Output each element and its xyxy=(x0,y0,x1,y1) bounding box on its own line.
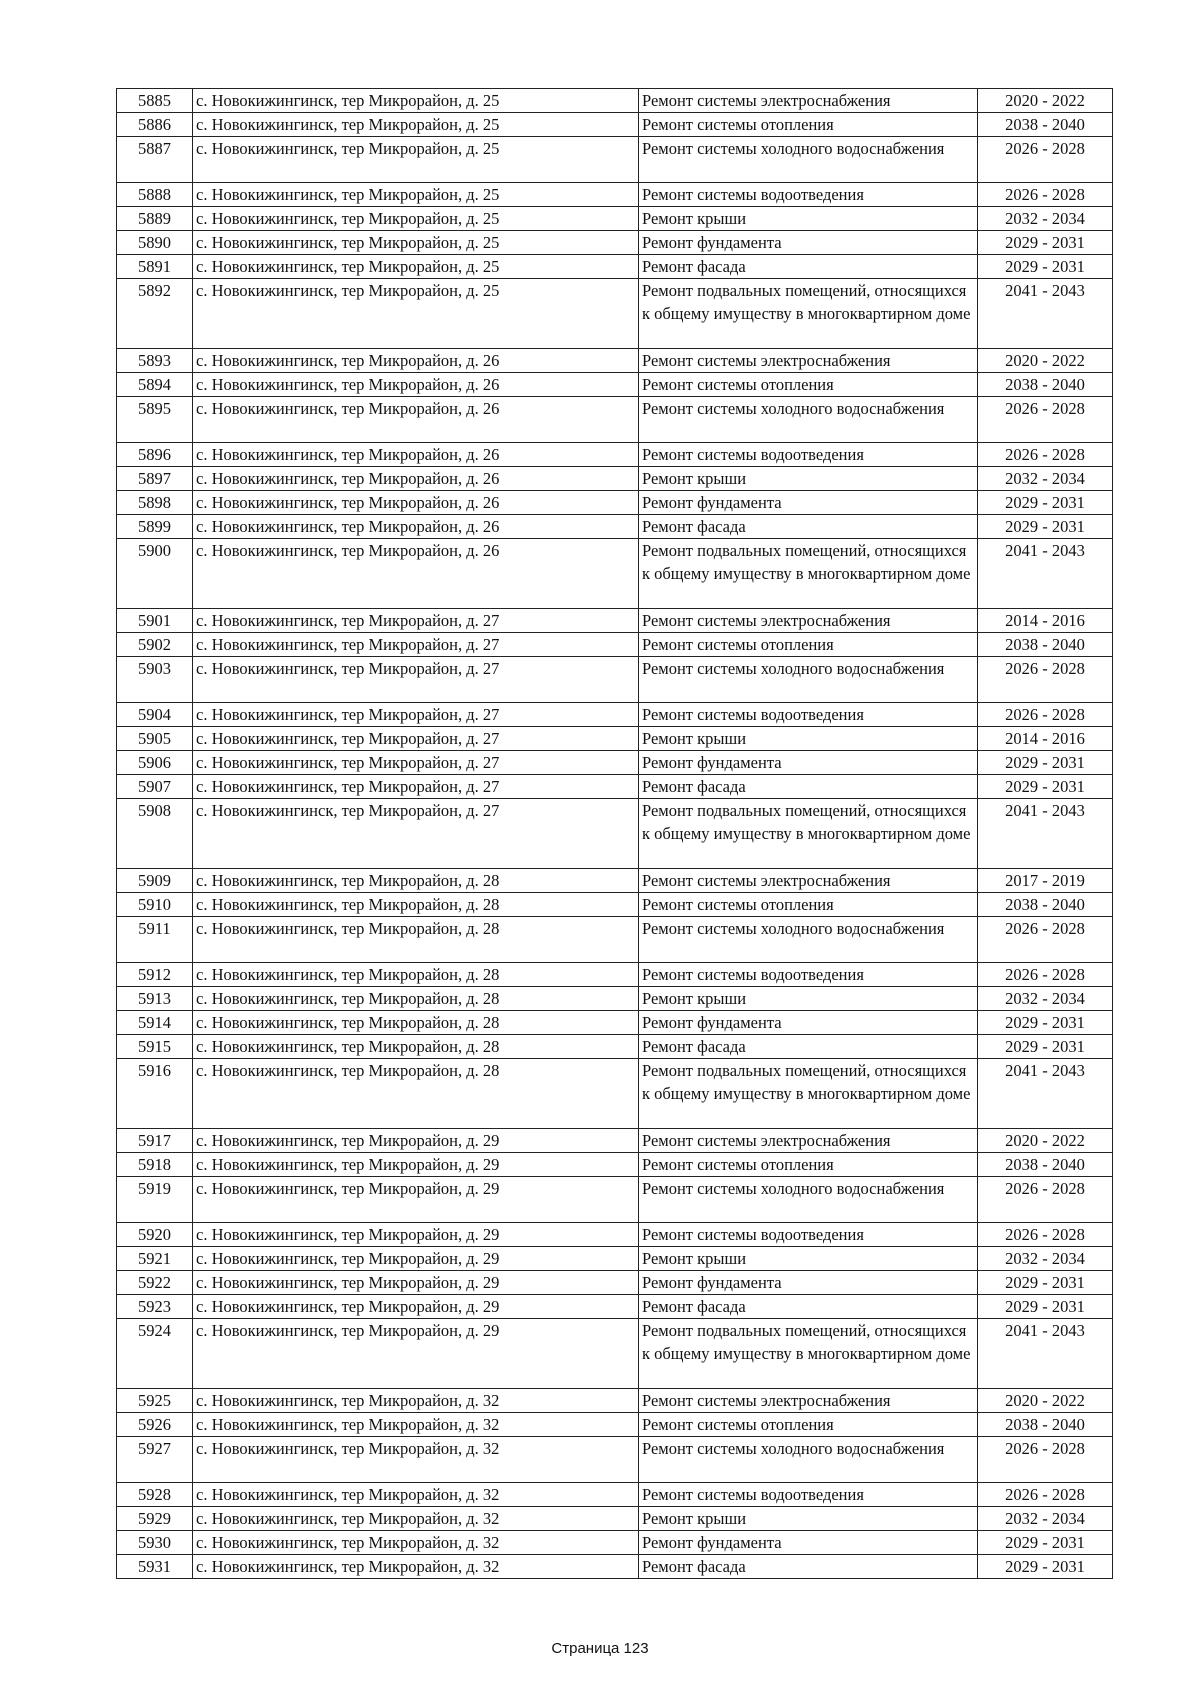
row-work-type: Ремонт системы электроснабжения xyxy=(639,349,978,373)
table-row xyxy=(117,1437,1113,1483)
row-address: с. Новокижингинск, тер Микрорайон, д. 28 xyxy=(193,893,639,917)
table-row xyxy=(117,467,1113,491)
table-row xyxy=(117,491,1113,515)
row-work-type: Ремонт крыши xyxy=(639,1247,978,1271)
row-period: 2026 - 2028 xyxy=(978,1437,1113,1483)
row-period: 2020 - 2022 xyxy=(978,1389,1113,1413)
row-number: 5896 xyxy=(117,443,193,467)
row-address: с. Новокижингинск, тер Микрорайон, д. 29 xyxy=(193,1295,639,1319)
table-row xyxy=(117,727,1113,751)
row-number: 5897 xyxy=(117,467,193,491)
row-work-type: Ремонт фундамента xyxy=(639,751,978,775)
row-work-type: Ремонт фасада xyxy=(639,775,978,799)
table-row xyxy=(117,703,1113,727)
row-period: 2020 - 2022 xyxy=(978,89,1113,113)
row-address: с. Новокижингинск, тер Микрорайон, д. 29 xyxy=(193,1177,639,1223)
row-work-type: Ремонт крыши xyxy=(639,987,978,1011)
row-period: 2029 - 2031 xyxy=(978,775,1113,799)
row-number: 5906 xyxy=(117,751,193,775)
table-row xyxy=(117,349,1113,373)
row-number: 5894 xyxy=(117,373,193,397)
table-row xyxy=(117,633,1113,657)
table-row xyxy=(117,373,1113,397)
row-period: 2038 - 2040 xyxy=(978,1413,1113,1437)
row-period: 2041 - 2043 xyxy=(978,539,1113,609)
row-address: с. Новокижингинск, тер Микрорайон, д. 28 xyxy=(193,1011,639,1035)
table-row xyxy=(117,917,1113,963)
row-period: 2020 - 2022 xyxy=(978,1129,1113,1153)
table-row xyxy=(117,137,1113,183)
row-period: 2041 - 2043 xyxy=(978,279,1113,349)
row-period: 2014 - 2016 xyxy=(978,609,1113,633)
row-address: с. Новокижингинск, тер Микрорайон, д. 29 xyxy=(193,1247,639,1271)
row-work-type: Ремонт системы холодного водоснабжения xyxy=(639,397,978,443)
row-work-type: Ремонт крыши xyxy=(639,207,978,231)
row-number: 5916 xyxy=(117,1059,193,1129)
table-row xyxy=(117,1011,1113,1035)
row-number: 5913 xyxy=(117,987,193,1011)
row-number: 5926 xyxy=(117,1413,193,1437)
row-period: 2029 - 2031 xyxy=(978,1035,1113,1059)
row-address: с. Новокижингинск, тер Микрорайон, д. 32 xyxy=(193,1389,639,1413)
row-number: 5885 xyxy=(117,89,193,113)
row-period: 2029 - 2031 xyxy=(978,255,1113,279)
row-work-type: Ремонт системы электроснабжения xyxy=(639,89,978,113)
table-row xyxy=(117,799,1113,869)
row-number: 5929 xyxy=(117,1507,193,1531)
row-number: 5893 xyxy=(117,349,193,373)
row-address: с. Новокижингинск, тер Микрорайон, д. 26 xyxy=(193,349,639,373)
row-period: 2038 - 2040 xyxy=(978,633,1113,657)
row-period: 2041 - 2043 xyxy=(978,1059,1113,1129)
row-work-type: Ремонт системы электроснабжения xyxy=(639,869,978,893)
table-row xyxy=(117,397,1113,443)
table-row xyxy=(117,279,1113,349)
row-work-type: Ремонт системы отопления xyxy=(639,1413,978,1437)
row-period: 2026 - 2028 xyxy=(978,183,1113,207)
row-address: с. Новокижингинск, тер Микрорайон, д. 25 xyxy=(193,207,639,231)
row-period: 2032 - 2034 xyxy=(978,207,1113,231)
row-address: с. Новокижингинск, тер Микрорайон, д. 27 xyxy=(193,775,639,799)
table-row xyxy=(117,1295,1113,1319)
row-work-type: Ремонт фундамента xyxy=(639,231,978,255)
row-address: с. Новокижингинск, тер Микрорайон, д. 27 xyxy=(193,657,639,703)
row-work-type: Ремонт фундамента xyxy=(639,1531,978,1555)
row-work-type: Ремонт системы электроснабжения xyxy=(639,1129,978,1153)
row-work-type: Ремонт фасада xyxy=(639,255,978,279)
row-number: 5922 xyxy=(117,1271,193,1295)
row-work-type: Ремонт подвальных помещений, относящихся к общему имуществу в многоквартирном доме xyxy=(639,279,978,349)
table-row xyxy=(117,207,1113,231)
row-address: с. Новокижингинск, тер Микрорайон, д. 25 xyxy=(193,231,639,255)
row-address: с. Новокижингинск, тер Микрорайон, д. 28 xyxy=(193,917,639,963)
row-work-type: Ремонт системы холодного водоснабжения xyxy=(639,1437,978,1483)
table-row xyxy=(117,869,1113,893)
row-period: 2026 - 2028 xyxy=(978,1223,1113,1247)
table-row xyxy=(117,539,1113,609)
table-row xyxy=(117,515,1113,539)
row-work-type: Ремонт фасада xyxy=(639,1035,978,1059)
row-period: 2032 - 2034 xyxy=(978,1247,1113,1271)
row-period: 2026 - 2028 xyxy=(978,657,1113,703)
row-address: с. Новокижингинск, тер Микрорайон, д. 26 xyxy=(193,397,639,443)
row-work-type: Ремонт крыши xyxy=(639,467,978,491)
table-row xyxy=(117,1177,1113,1223)
row-period: 2038 - 2040 xyxy=(978,373,1113,397)
row-address: с. Новокижингинск, тер Микрорайон, д. 32 xyxy=(193,1555,639,1579)
row-period: 2026 - 2028 xyxy=(978,703,1113,727)
row-number: 5903 xyxy=(117,657,193,703)
table-row xyxy=(117,963,1113,987)
row-period: 2032 - 2034 xyxy=(978,467,1113,491)
row-period: 2032 - 2034 xyxy=(978,987,1113,1011)
row-period: 2026 - 2028 xyxy=(978,917,1113,963)
row-work-type: Ремонт крыши xyxy=(639,1507,978,1531)
row-number: 5886 xyxy=(117,113,193,137)
table-row xyxy=(117,775,1113,799)
row-period: 2026 - 2028 xyxy=(978,1177,1113,1223)
row-address: с. Новокижингинск, тер Микрорайон, д. 29 xyxy=(193,1223,639,1247)
row-address: с. Новокижингинск, тер Микрорайон, д. 32 xyxy=(193,1413,639,1437)
row-work-type: Ремонт подвальных помещений, относящихся к общему имуществу в многоквартирном доме xyxy=(639,1319,978,1389)
row-number: 5927 xyxy=(117,1437,193,1483)
row-period: 2038 - 2040 xyxy=(978,1153,1113,1177)
row-address: с. Новокижингинск, тер Микрорайон, д. 27 xyxy=(193,751,639,775)
row-address: с. Новокижингинск, тер Микрорайон, д. 28 xyxy=(193,1035,639,1059)
row-address: с. Новокижингинск, тер Микрорайон, д. 27 xyxy=(193,633,639,657)
row-number: 5921 xyxy=(117,1247,193,1271)
row-number: 5905 xyxy=(117,727,193,751)
row-work-type: Ремонт фасада xyxy=(639,1555,978,1579)
table-row xyxy=(117,1389,1113,1413)
table-row xyxy=(117,1153,1113,1177)
table-row xyxy=(117,1059,1113,1129)
table-row xyxy=(117,1555,1113,1579)
page-number: Страница 123 xyxy=(551,1640,649,1657)
row-address: с. Новокижингинск, тер Микрорайон, д. 26 xyxy=(193,443,639,467)
row-address: с. Новокижингинск, тер Микрорайон, д. 25 xyxy=(193,137,639,183)
row-work-type: Ремонт подвальных помещений, относящихся к общему имуществу в многоквартирном доме xyxy=(639,539,978,609)
row-work-type: Ремонт системы холодного водоснабжения xyxy=(639,657,978,703)
row-work-type: Ремонт фасада xyxy=(639,1295,978,1319)
row-period: 2029 - 2031 xyxy=(978,231,1113,255)
row-address: с. Новокижингинск, тер Микрорайон, д. 28 xyxy=(193,1059,639,1129)
row-period: 2029 - 2031 xyxy=(978,515,1113,539)
row-work-type: Ремонт системы водоотведения xyxy=(639,1223,978,1247)
row-period: 2026 - 2028 xyxy=(978,963,1113,987)
row-address: с. Новокижингинск, тер Микрорайон, д. 29 xyxy=(193,1271,639,1295)
row-work-type: Ремонт фундамента xyxy=(639,1271,978,1295)
row-period: 2014 - 2016 xyxy=(978,727,1113,751)
row-work-type: Ремонт системы электроснабжения xyxy=(639,1389,978,1413)
row-address: с. Новокижингинск, тер Микрорайон, д. 32 xyxy=(193,1531,639,1555)
row-work-type: Ремонт системы холодного водоснабжения xyxy=(639,137,978,183)
row-number: 5890 xyxy=(117,231,193,255)
row-number: 5895 xyxy=(117,397,193,443)
row-work-type: Ремонт фундамента xyxy=(639,1011,978,1035)
row-address: с. Новокижингинск, тер Микрорайон, д. 29 xyxy=(193,1319,639,1389)
row-address: с. Новокижингинск, тер Микрорайон, д. 26 xyxy=(193,373,639,397)
table-row xyxy=(117,987,1113,1011)
row-work-type: Ремонт системы отопления xyxy=(639,633,978,657)
row-address: с. Новокижингинск, тер Микрорайон, д. 28 xyxy=(193,987,639,1011)
row-number: 5892 xyxy=(117,279,193,349)
row-period: 2041 - 2043 xyxy=(978,1319,1113,1389)
table-row xyxy=(117,443,1113,467)
row-number: 5914 xyxy=(117,1011,193,1035)
row-number: 5923 xyxy=(117,1295,193,1319)
row-period: 2029 - 2031 xyxy=(978,491,1113,515)
row-address: с. Новокижингинск, тер Микрорайон, д. 27 xyxy=(193,703,639,727)
row-address: с. Новокижингинск, тер Микрорайон, д. 25 xyxy=(193,89,639,113)
row-number: 5888 xyxy=(117,183,193,207)
table-row xyxy=(117,1483,1113,1507)
row-number: 5902 xyxy=(117,633,193,657)
row-number: 5900 xyxy=(117,539,193,609)
row-period: 2026 - 2028 xyxy=(978,1483,1113,1507)
row-work-type: Ремонт подвальных помещений, относящихся к общему имуществу в многоквартирном доме xyxy=(639,799,978,869)
row-period: 2038 - 2040 xyxy=(978,113,1113,137)
row-work-type: Ремонт фундамента xyxy=(639,491,978,515)
row-period: 2026 - 2028 xyxy=(978,137,1113,183)
row-work-type: Ремонт системы холодного водоснабжения xyxy=(639,917,978,963)
row-number: 5915 xyxy=(117,1035,193,1059)
row-number: 5931 xyxy=(117,1555,193,1579)
table-row xyxy=(117,113,1113,137)
row-address: с. Новокижингинск, тер Микрорайон, д. 27 xyxy=(193,727,639,751)
row-address: с. Новокижингинск, тер Микрорайон, д. 26 xyxy=(193,467,639,491)
row-work-type: Ремонт системы водоотведения xyxy=(639,443,978,467)
table-row xyxy=(117,1223,1113,1247)
row-work-type: Ремонт крыши xyxy=(639,727,978,751)
row-number: 5904 xyxy=(117,703,193,727)
row-number: 5917 xyxy=(117,1129,193,1153)
row-period: 2026 - 2028 xyxy=(978,443,1113,467)
row-address: с. Новокижингинск, тер Микрорайон, д. 29 xyxy=(193,1153,639,1177)
row-period: 2032 - 2034 xyxy=(978,1507,1113,1531)
table-row xyxy=(117,1413,1113,1437)
row-number: 5907 xyxy=(117,775,193,799)
table-row xyxy=(117,1247,1113,1271)
row-address: с. Новокижингинск, тер Микрорайон, д. 27 xyxy=(193,609,639,633)
table-row xyxy=(117,751,1113,775)
row-work-type: Ремонт системы водоотведения xyxy=(639,703,978,727)
row-work-type: Ремонт системы отопления xyxy=(639,113,978,137)
row-address: с. Новокижингинск, тер Микрорайон, д. 25 xyxy=(193,255,639,279)
row-number: 5912 xyxy=(117,963,193,987)
row-number: 5919 xyxy=(117,1177,193,1223)
row-work-type: Ремонт фасада xyxy=(639,515,978,539)
row-period: 2029 - 2031 xyxy=(978,1555,1113,1579)
row-period: 2029 - 2031 xyxy=(978,1295,1113,1319)
row-period: 2026 - 2028 xyxy=(978,397,1113,443)
row-period: 2038 - 2040 xyxy=(978,893,1113,917)
table-body xyxy=(117,89,1113,1579)
row-number: 5889 xyxy=(117,207,193,231)
row-period: 2029 - 2031 xyxy=(978,1271,1113,1295)
row-number: 5887 xyxy=(117,137,193,183)
row-number: 5901 xyxy=(117,609,193,633)
row-number: 5899 xyxy=(117,515,193,539)
repair-schedule-table xyxy=(116,88,1113,1579)
row-period: 2041 - 2043 xyxy=(978,799,1113,869)
row-number: 5924 xyxy=(117,1319,193,1389)
row-work-type: Ремонт системы электроснабжения xyxy=(639,609,978,633)
row-number: 5910 xyxy=(117,893,193,917)
row-number: 5909 xyxy=(117,869,193,893)
row-address: с. Новокижингинск, тер Микрорайон, д. 25 xyxy=(193,183,639,207)
table-row xyxy=(117,609,1113,633)
row-address: с. Новокижингинск, тер Микрорайон, д. 32 xyxy=(193,1483,639,1507)
row-period: 2029 - 2031 xyxy=(978,751,1113,775)
row-period: 2029 - 2031 xyxy=(978,1011,1113,1035)
table-row xyxy=(117,255,1113,279)
row-work-type: Ремонт системы водоотведения xyxy=(639,183,978,207)
table-row xyxy=(117,1531,1113,1555)
row-number: 5898 xyxy=(117,491,193,515)
row-address: с. Новокижингинск, тер Микрорайон, д. 27 xyxy=(193,799,639,869)
row-period: 2029 - 2031 xyxy=(978,1531,1113,1555)
row-address: с. Новокижингинск, тер Микрорайон, д. 25 xyxy=(193,279,639,349)
table-row xyxy=(117,1271,1113,1295)
table-row xyxy=(117,183,1113,207)
row-period: 2017 - 2019 xyxy=(978,869,1113,893)
row-number: 5920 xyxy=(117,1223,193,1247)
row-address: с. Новокижингинск, тер Микрорайон, д. 26 xyxy=(193,539,639,609)
row-number: 5911 xyxy=(117,917,193,963)
row-work-type: Ремонт системы водоотведения xyxy=(639,963,978,987)
table-row xyxy=(117,1507,1113,1531)
row-number: 5891 xyxy=(117,255,193,279)
table-row xyxy=(117,89,1113,113)
row-address: с. Новокижингинск, тер Микрорайон, д. 28 xyxy=(193,869,639,893)
row-address: с. Новокижингинск, тер Микрорайон, д. 28 xyxy=(193,963,639,987)
row-address: с. Новокижингинск, тер Микрорайон, д. 26 xyxy=(193,491,639,515)
row-work-type: Ремонт системы водоотведения xyxy=(639,1483,978,1507)
row-number: 5925 xyxy=(117,1389,193,1413)
row-address: с. Новокижингинск, тер Микрорайон, д. 32 xyxy=(193,1437,639,1483)
row-work-type: Ремонт системы отопления xyxy=(639,1153,978,1177)
row-work-type: Ремонт подвальных помещений, относящихся к общему имуществу в многоквартирном доме xyxy=(639,1059,978,1129)
table-row xyxy=(117,893,1113,917)
table-row xyxy=(117,231,1113,255)
row-number: 5908 xyxy=(117,799,193,869)
row-address: с. Новокижингинск, тер Микрорайон, д. 26 xyxy=(193,515,639,539)
table-row xyxy=(117,1319,1113,1389)
row-number: 5928 xyxy=(117,1483,193,1507)
table-row xyxy=(117,657,1113,703)
row-number: 5918 xyxy=(117,1153,193,1177)
row-address: с. Новокижингинск, тер Микрорайон, д. 32 xyxy=(193,1507,639,1531)
row-address: с. Новокижингинск, тер Микрорайон, д. 29 xyxy=(193,1129,639,1153)
row-address: с. Новокижингинск, тер Микрорайон, д. 25 xyxy=(193,113,639,137)
row-number: 5930 xyxy=(117,1531,193,1555)
row-period: 2020 - 2022 xyxy=(978,349,1113,373)
table-row xyxy=(117,1129,1113,1153)
table-row xyxy=(117,1035,1113,1059)
row-work-type: Ремонт системы отопления xyxy=(639,373,978,397)
row-work-type: Ремонт системы холодного водоснабжения xyxy=(639,1177,978,1223)
row-work-type: Ремонт системы отопления xyxy=(639,893,978,917)
